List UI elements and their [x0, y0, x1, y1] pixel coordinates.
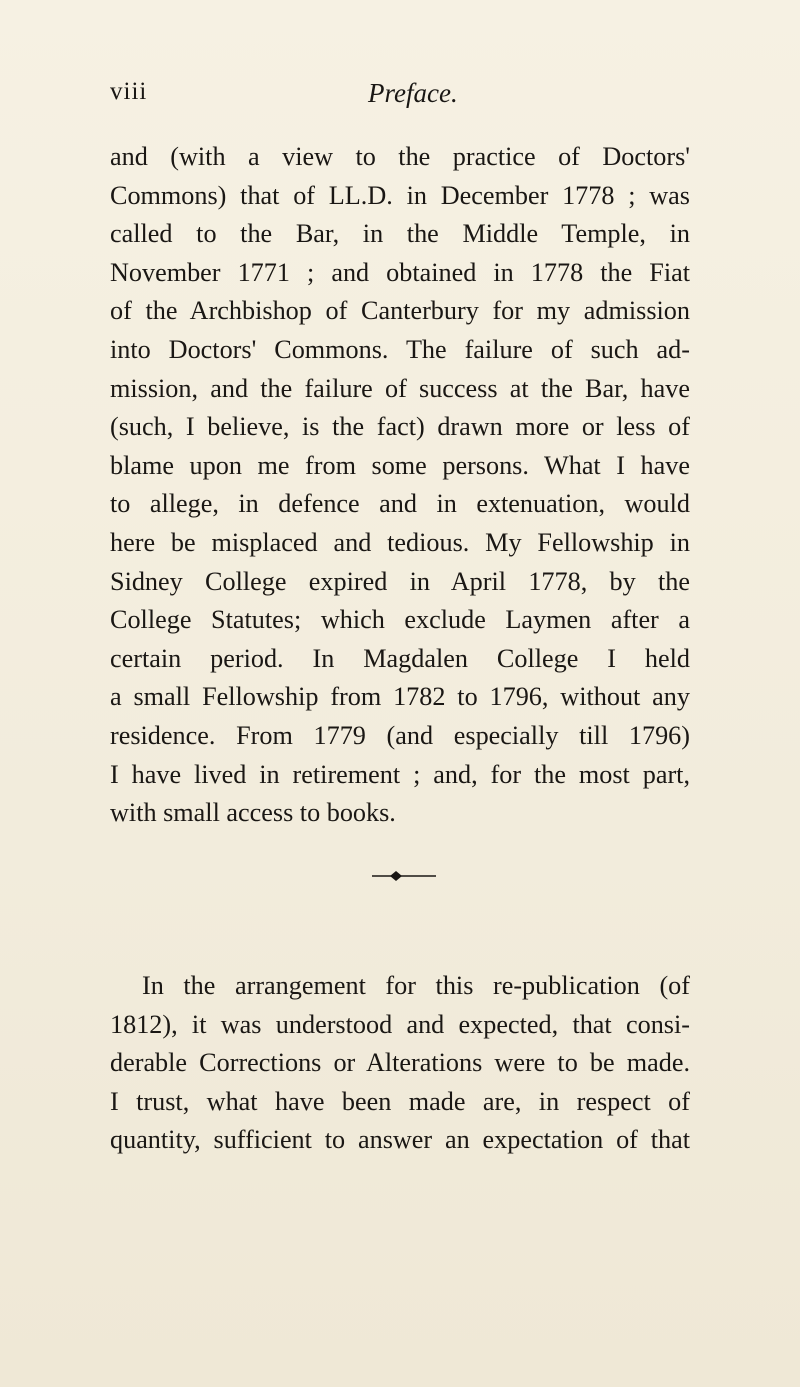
text-line: blame upon me from some persons. What I have	[110, 450, 690, 480]
paragraph-one	[110, 138, 690, 833]
text-line: called to the Bar, in the Middle Temple, in	[110, 219, 690, 249]
text-line: to allege, in defence and in extenuation, would	[110, 489, 690, 519]
text-line: In the arrangement for this re-publication (of	[142, 971, 690, 1000]
text-line: Commons) that of LL.D. in December 1778 ; was	[110, 180, 690, 210]
text-line: (such, I believe, is the fact) drawn more or less of	[110, 412, 690, 442]
text-line: I trust, what have been made are, in respect of	[110, 1086, 690, 1116]
text-line: residence. From 1779 (and especially till 1796)	[110, 720, 690, 750]
text-line: and (with a view to the practice of Doctors'	[110, 142, 690, 171]
text-line: certain period. In Magdalen College I held	[110, 643, 690, 673]
text-line: College Statutes; which exclude Laymen after a	[110, 605, 690, 635]
running-head: Preface.	[368, 78, 458, 108]
paragraph-two	[110, 967, 690, 1160]
text-line: derable Corrections or Alterations were to be made.	[110, 1048, 690, 1078]
text-line: Sidney College expired in April 1778, by the	[110, 566, 690, 596]
section-divider-ornament-icon	[370, 870, 438, 882]
text-line: of the Archbishop of Canterbury for my admission	[110, 296, 690, 326]
text-line: into Doctors' Commons. The failure of such ad-	[110, 334, 690, 364]
page-number: viii	[110, 78, 148, 105]
text-line: I have lived in retirement ; and, for the most part,	[110, 759, 690, 789]
page-header	[0, 78, 800, 118]
text-line: 1812), it was understood and expected, that consi-	[110, 1009, 690, 1039]
text-line: with small access to books.	[110, 798, 396, 828]
text-line: mission, and the failure of success at the Bar, have	[110, 373, 690, 403]
text-line: quantity, sufficient to answer an expectation of that	[110, 1125, 690, 1155]
text-line: here be misplaced and tedious. My Fellowship in	[110, 527, 690, 557]
text-line: a small Fellowship from 1782 to 1796, without any	[110, 682, 690, 712]
text-line: November 1771 ; and obtained in 1778 the Fiat	[110, 257, 690, 287]
